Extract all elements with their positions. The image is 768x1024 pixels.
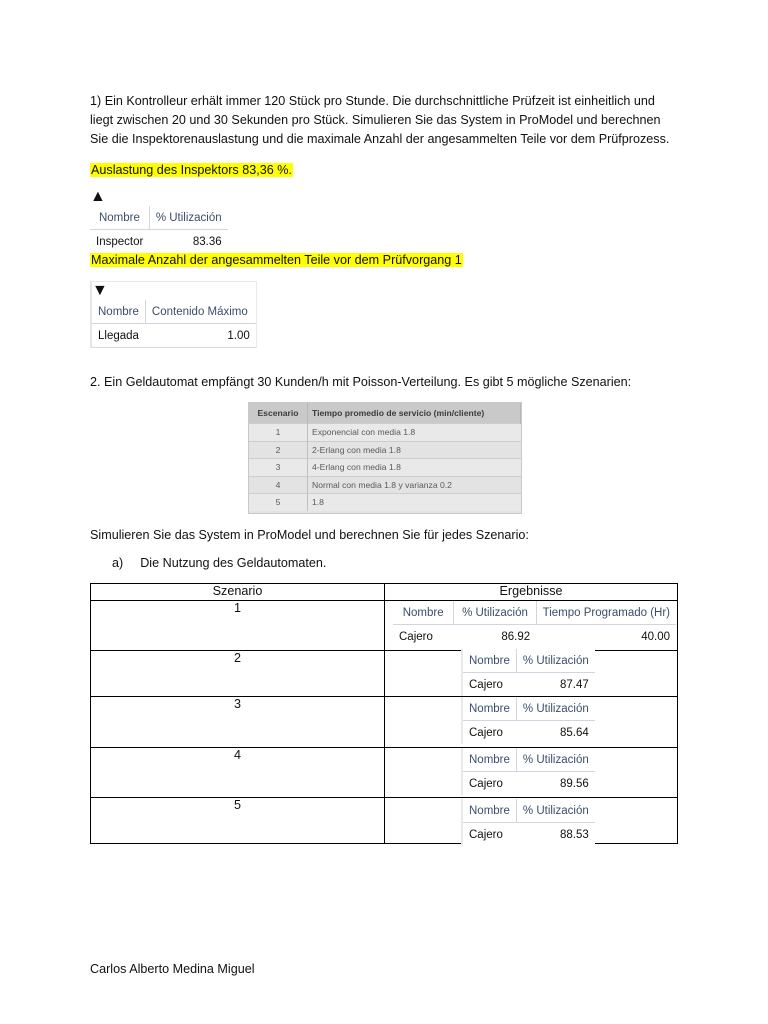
list-marker: a) <box>112 556 124 570</box>
scenario-number: 5 <box>249 494 308 511</box>
list-item-text: Die Nutzung des Geldautomaten. <box>140 556 327 570</box>
column-header-utilizacion: % Utilización <box>516 649 594 673</box>
sort-indicator-icon: ▼ <box>92 282 108 299</box>
scenario-number: 4 <box>91 748 385 798</box>
instruction-text: Simulieren Sie das System in ProModel und berechnen Sie für jedes Szenario: <box>90 528 529 542</box>
table-row <box>249 441 521 459</box>
result-table-scenario-5 <box>463 799 595 846</box>
cell-utilization: 83.36 <box>192 235 222 248</box>
scenario-header: Escenario <box>249 403 308 424</box>
table-row <box>249 424 521 442</box>
cell-utilization: 88.53 <box>559 828 589 841</box>
cell-scheduled-time: 40.00 <box>641 630 670 643</box>
column-header-tiempo-programado: Tiempo Programado (Hr) <box>536 601 676 625</box>
question-2-text: 2. Ein Geldautomat empfängt 30 Kunden/h mit Poisson-Verteilung. Es gibt 5 mögliche Szenarien: <box>90 375 632 389</box>
scenario-number: 3 <box>91 697 385 748</box>
column-header-nombre: Nombre <box>92 300 145 324</box>
column-header-nombre: Nombre <box>90 206 149 230</box>
scenario-number: 5 <box>91 798 385 844</box>
column-header-nombre: Nombre <box>463 748 516 772</box>
column-header-nombre: Nombre <box>393 601 454 625</box>
column-header-nombre: Nombre <box>463 697 516 721</box>
cell-utilization: 86.92 <box>501 630 531 643</box>
cell-name: Inspector <box>96 235 144 248</box>
service-time: 2-Erlang con media 1.8 <box>308 441 521 459</box>
scenario-number: 2 <box>249 441 308 459</box>
cell-utilization: 87.47 <box>559 678 589 691</box>
service-time-header: Tiempo promedio de servicio (min/cliente) <box>308 403 521 424</box>
table-row <box>249 476 521 494</box>
highlight-max-contents-text: Maximale Anzahl der angesammelten Teile vor dem Prüfvorgang 1 <box>91 253 462 267</box>
result-table-scenario-1 <box>393 601 676 649</box>
highlight-utilization-text: Auslastung des Inspektors 83,36 %. <box>91 163 292 177</box>
inspector-utilization-table <box>90 188 228 253</box>
column-header-utilizacion: % Utilización <box>516 697 594 721</box>
cell-name: Cajero <box>469 777 503 790</box>
cell-name: Cajero <box>469 678 503 691</box>
result-table-scenario-4 <box>463 748 595 795</box>
cell-name: Cajero <box>469 828 503 841</box>
scenario-table-image <box>248 402 522 514</box>
service-time: 4-Erlang con media 1.8 <box>308 459 521 477</box>
scenario-number: 2 <box>91 651 385 697</box>
column-header-szenario: Szenario <box>91 584 385 601</box>
sort-indicator-icon: ▲ <box>90 188 106 205</box>
question-1-text: 1) Ein Kontrolleur erhält immer 120 Stück pro Stunde. Die durchschnittliche Prüfzeit ist einheitlich und liegt zwischen 20 und 30 Sekunden pro Stück. Simulieren Sie das System in ProModel und berechnen Sie die Inspektorenauslastung und die maximale Anzahl der angesammelten Teile vor dem Prüfprozess. <box>90 94 670 146</box>
result-table-scenario-3 <box>463 697 595 744</box>
scenario-number: 4 <box>249 476 308 494</box>
service-time: Exponencial con media 1.8 <box>308 424 521 442</box>
column-header-utilizacion: % Utilización <box>516 799 594 823</box>
table-row <box>249 494 521 511</box>
list-item-a <box>112 554 702 573</box>
cell-utilization: 85.64 <box>559 726 589 739</box>
highlight-max-contents <box>90 251 463 269</box>
table-row <box>249 459 521 477</box>
footer-author: Carlos Alberto Medina Miguel <box>90 962 255 976</box>
scenario-number: 1 <box>249 424 308 442</box>
column-header-utilizacion: % Utilización <box>516 748 594 772</box>
cell-name: Cajero <box>399 630 433 643</box>
scenario-number: 1 <box>91 601 385 651</box>
max-contents-table <box>90 281 257 348</box>
result-table-scenario-2 <box>463 649 595 696</box>
column-header-nombre: Nombre <box>463 649 516 673</box>
cell-name: Cajero <box>469 726 503 739</box>
column-header-nombre: Nombre <box>463 799 516 823</box>
column-header-ergebnisse: Ergebnisse <box>385 584 678 601</box>
cell-max-contents: 1.00 <box>227 329 250 342</box>
column-header-utilizacion: % Utilización <box>149 206 227 230</box>
cell-utilization: 89.56 <box>559 777 589 790</box>
column-header-contenido-maximo: Contenido Máximo <box>145 300 255 324</box>
scenario-number: 3 <box>249 459 308 477</box>
cell-name: Llegada <box>98 329 139 342</box>
highlight-utilization <box>90 161 293 179</box>
service-time: Normal con media 1.8 y varianza 0.2 <box>308 476 521 494</box>
service-time: 1.8 <box>308 494 521 511</box>
column-header-utilizacion: % Utilización <box>454 601 536 625</box>
